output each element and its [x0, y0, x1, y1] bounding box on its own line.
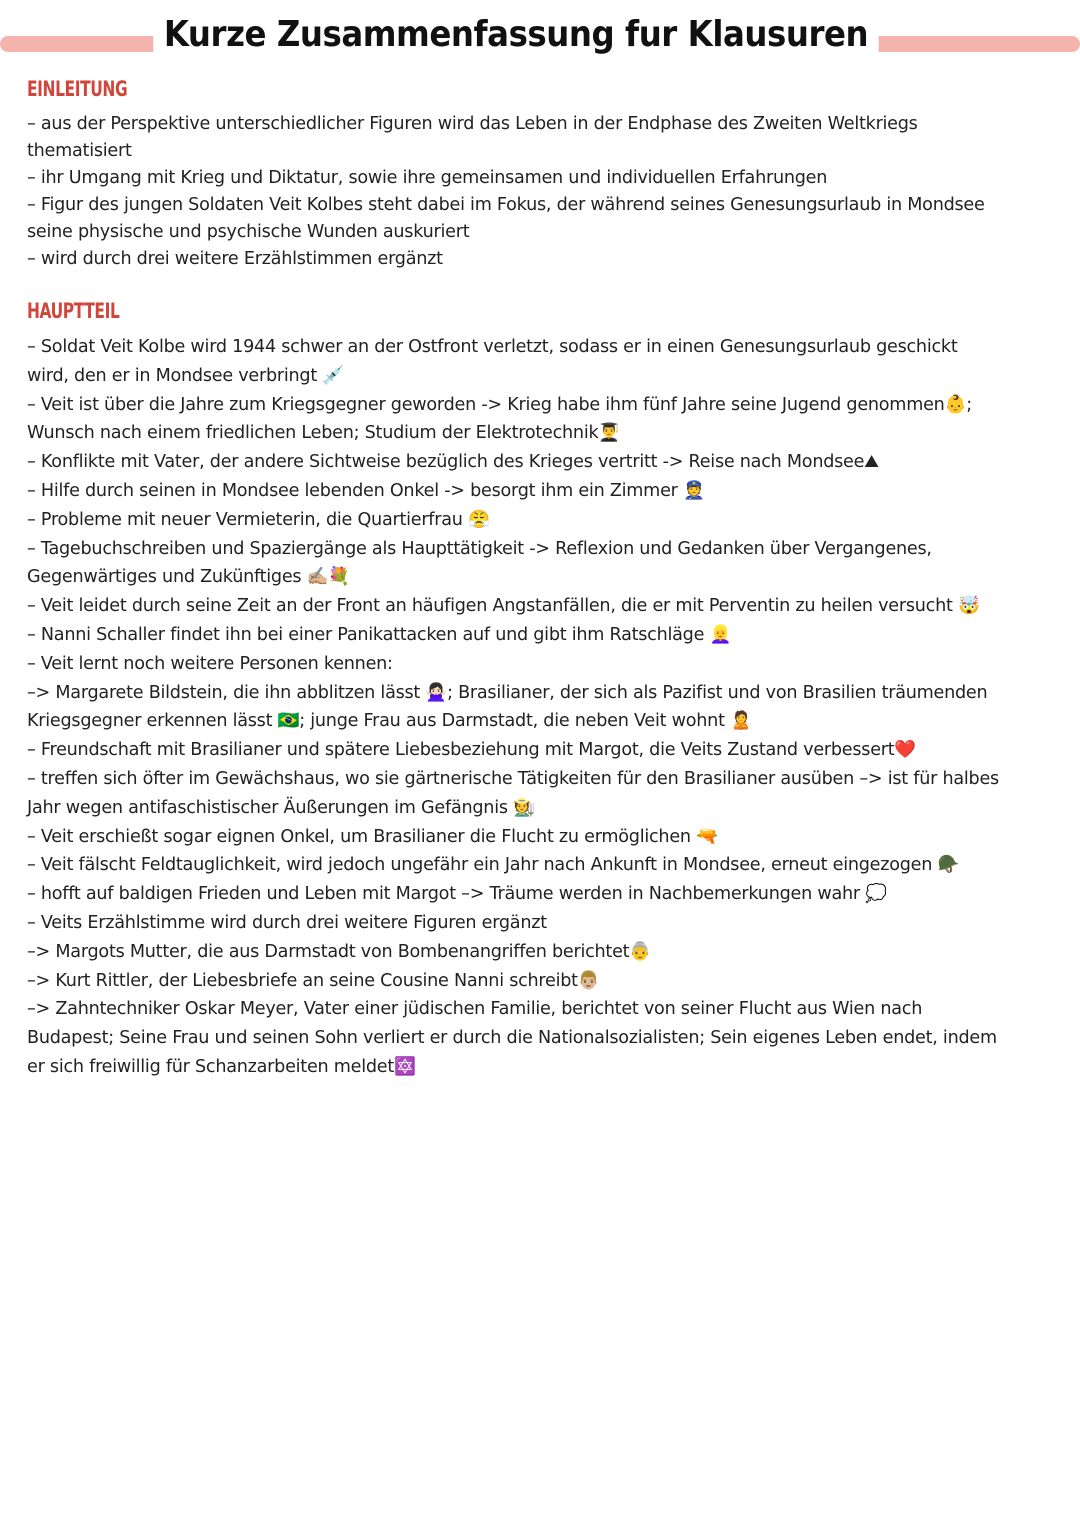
text-line: seine physische und psychische Wunden auskuriert	[27, 222, 470, 242]
text-line: – Freundschaft mit Brasilianer und spätere Liebesbeziehung mit Margot, die Veits Zustand verbessert❤️	[27, 740, 917, 761]
text-line: – Tagebuchschreiben und Spaziergänge als Haupttätigkeit -> Reflexion und Gedanken über Vergangenes,	[27, 538, 932, 559]
text-line: – hofft auf baldigen Frieden und Leben mit Margot –> Träume werden in Nachbemerkungen wahr 💭	[27, 884, 887, 905]
text-line: Gegenwärtiges und Zukünftiges ✍🏼💐	[27, 567, 350, 588]
text-line: –> Zahntechniker Oskar Meyer, Vater einer jüdischen Familie, berichtet von seiner Flucht aus Wien nach	[27, 999, 923, 1020]
text-line: – treffen sich öfter im Gewächshaus, wo sie gärtnerische Tätigkeiten für den Brasilianer ausüben –> ist für halbes	[27, 768, 999, 789]
text-line: Kriegsgegner erkennen lässt 🇧🇷; junge Frau aus Darmstadt, die neben Veit wohnt 🙎	[27, 711, 752, 732]
section-lines	[27, 333, 1052, 1082]
section-heading: HAUPTTEIL	[27, 299, 120, 323]
text-line: – Veit erschießt sogar eignen Onkel, um Brasilianer die Flucht zu ermöglichen 🔫	[27, 826, 718, 847]
text-line: –> Margots Mutter, die aus Darmstadt von Bombenangriffen berichtet👵	[27, 941, 651, 962]
text-line: – Veits Erzählstimme wird durch drei weitere Figuren ergänzt	[27, 912, 547, 933]
text-line: –> Margarete Bildstein, die ihn abblitzen lässt 🙅🏻‍♀️; Brasilianer, der sich als Pazifist und von Brasilien träumenden	[27, 682, 988, 703]
section-heading: EINLEITUNG	[27, 77, 128, 101]
text-line: – Hilfe durch seinen in Mondsee lebenden Onkel -> besorgt ihm ein Zimmer 👮	[27, 480, 705, 501]
section-lines	[27, 111, 1052, 273]
text-line: – aus der Perspektive unterschiedlicher Figuren wird das Leben in der Endphase des Zweiten Weltkriegs	[27, 114, 918, 134]
text-line: – Nanni Schaller findet ihn bei einer Panikattacken auf und gibt ihm Ratschläge 👱‍♀️	[27, 624, 732, 645]
text-line: Wunsch nach einem friedlichen Leben; Studium der Elektrotechnik👨‍🎓	[27, 423, 621, 444]
page-title: Kurze Zusammenfassung fur Klausuren	[52, 14, 981, 55]
text-line: – Veit ist über die Jahre zum Kriegsgegner geworden -> Krieg habe ihm fünf Jahre seine Jugend genommen👶;	[27, 394, 972, 415]
text-line: Jahr wegen antifaschistischer Äußerungen im Gefängnis 🧑‍🌾	[27, 797, 535, 818]
text-line: – Veit lernt noch weitere Personen kennen:	[27, 653, 393, 674]
section-hauptteil	[27, 299, 1052, 1082]
text-line: – Veit fälscht Feldtauglichkeit, wird jedoch ungefähr ein Jahr nach Ankunft in Mondsee, erneut eingezogen 🪖	[27, 855, 960, 876]
text-line: Budapest; Seine Frau und seinen Sohn verliert er durch die Nationalsozialisten; Sein eigenes Leben endet, indem	[27, 1028, 997, 1049]
text-line: – Soldat Veit Kolbe wird 1944 schwer an der Ostfront verletzt, sodass er in einen Genesungsurlaub geschickt	[27, 337, 958, 357]
section-einleitung	[27, 77, 1052, 273]
text-line: – Konflikte mit Vater, der andere Sichtweise bezüglich des Krieges vertritt -> Reise nach Mondsee⛰	[27, 452, 879, 473]
text-line: – Figur des jungen Soldaten Veit Kolbes steht dabei im Fokus, der während seines Genesungsurlaub in Mondsee	[27, 195, 985, 215]
text-line: –> Kurt Rittler, der Liebesbriefe an seine Cousine Nanni schreibt👨🏼	[27, 970, 600, 991]
text-line: thematisiert	[27, 141, 132, 161]
text-line: – Probleme mit neuer Vermieterin, die Quartierfrau 😤	[27, 509, 490, 530]
text-line: wird, den er in Mondsee verbringt 💉	[27, 365, 344, 386]
text-line: er sich freiwillig für Schanzarbeiten meldet🔯	[27, 1056, 416, 1077]
text-line: – wird durch drei weitere Erzählstimmen ergänzt	[27, 249, 443, 269]
text-line: – ihr Umgang mit Krieg und Diktatur, sowie ihre gemeinsamen und individuellen Erfahrungen	[27, 168, 828, 188]
text-line: – Veit leidet durch seine Zeit an der Front an häufigen Angstanfällen, die er mit Perventin zu heilen versucht 🤯	[27, 596, 980, 617]
